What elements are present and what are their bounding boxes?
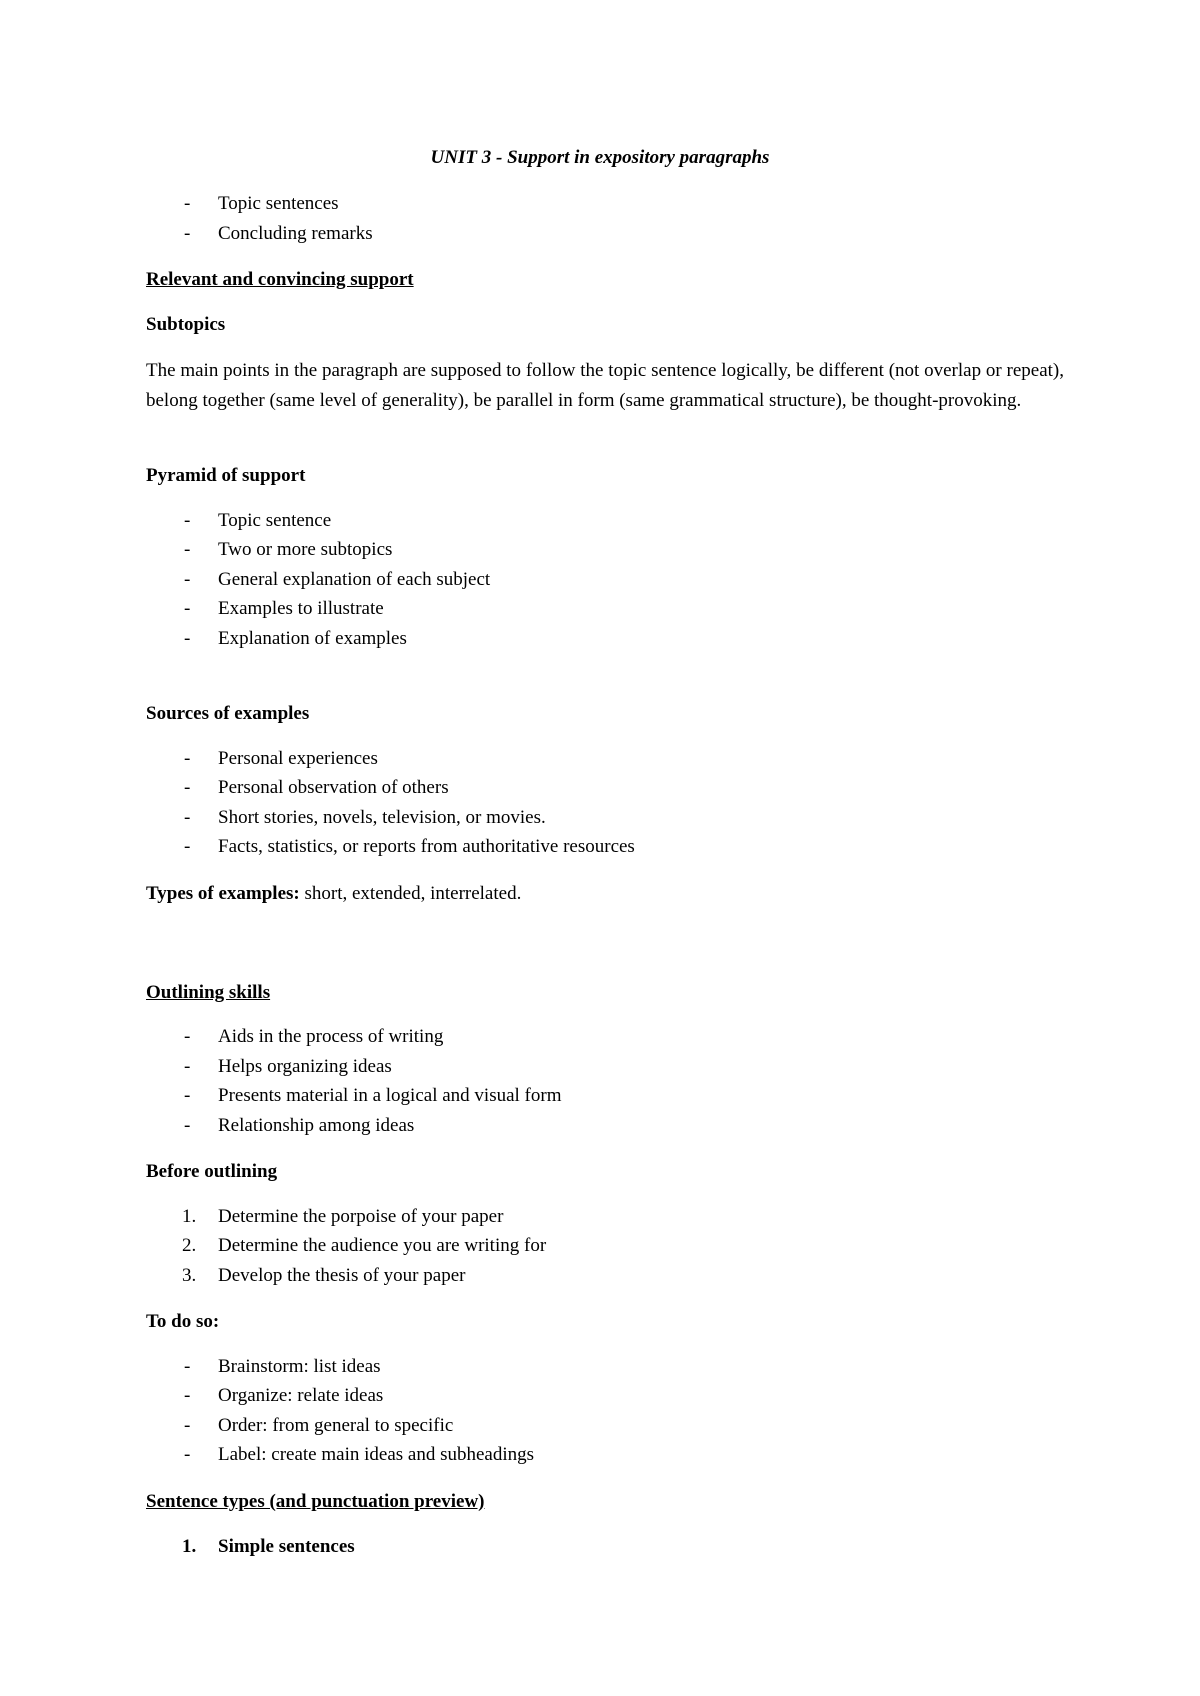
list-item: Examples to illustrate <box>218 598 384 619</box>
list-number: 1. <box>182 1206 197 1227</box>
list-number: 1. <box>182 1536 197 1557</box>
types-of-examples <box>146 882 521 906</box>
list-item: Personal experiences <box>218 748 378 769</box>
list-bullet: - <box>184 807 191 828</box>
list-item: Explanation of examples <box>218 628 407 649</box>
section-heading: Sentence types (and punctuation preview) <box>146 1491 485 1512</box>
list-item: Label: create main ideas and subheadings <box>218 1444 535 1465</box>
subtopics-heading: Subtopics <box>146 314 226 335</box>
list-bullet: - <box>184 628 191 649</box>
list-bullet: - <box>184 223 191 244</box>
list-item: Facts, statistics, or reports from authoritative resources <box>218 836 635 857</box>
before-outlining-heading: Before outlining <box>146 1161 278 1182</box>
list-item: Organize: relate ideas <box>218 1385 384 1406</box>
types-label: Types of examples: <box>146 883 300 904</box>
list-bullet: - <box>184 1415 191 1436</box>
list-bullet: - <box>184 748 191 769</box>
list-bullet: - <box>184 777 191 798</box>
list-bullet: - <box>184 836 191 857</box>
list-bullet: - <box>184 1385 191 1406</box>
list-item: Simple sentences <box>218 1536 355 1557</box>
list-item: Presents material in a logical and visual form <box>218 1085 562 1106</box>
list-item: Aids in the process of writing <box>218 1026 444 1047</box>
list-number: 3. <box>182 1265 197 1286</box>
list-item: Determine the audience you are writing for <box>218 1235 547 1256</box>
pyramid-heading: Pyramid of support <box>146 465 306 486</box>
section-heading: Outlining skills <box>146 982 271 1003</box>
list-bullet: - <box>184 1026 191 1047</box>
list-bullet: - <box>184 193 191 214</box>
list-item: Two or more subtopics <box>218 539 393 560</box>
list-item: Concluding remarks <box>218 223 373 244</box>
section-heading: Relevant and convincing support <box>146 269 414 290</box>
list-item: Short stories, novels, television, or movies. <box>218 807 546 828</box>
types-text: short, extended, interrelated. <box>299 883 522 904</box>
list-item: Determine the porpoise of your paper <box>218 1206 504 1227</box>
subtopics-paragraph: The main points in the paragraph are supposed to follow the topic sentence logically, be different (not overlap or repeat), belong together (same level of generality), be parallel in form (same grammatical structure), be thought-provoking. <box>146 360 1064 411</box>
list-item: Relationship among ideas <box>218 1115 415 1136</box>
to-do-so-heading: To do so: <box>146 1311 220 1332</box>
list-bullet: - <box>184 598 191 619</box>
list-item: Order: from general to specific <box>218 1415 454 1436</box>
list-number: 2. <box>182 1235 197 1256</box>
list-item: Topic sentence <box>218 510 332 531</box>
list-bullet: - <box>184 1444 191 1465</box>
list-bullet: - <box>184 510 191 531</box>
list-bullet: - <box>184 1115 191 1136</box>
list-item: Personal observation of others <box>218 777 449 798</box>
list-bullet: - <box>184 539 191 560</box>
list-bullet: - <box>184 1356 191 1377</box>
list-bullet: - <box>184 569 191 590</box>
list-item: General explanation of each subject <box>218 569 491 590</box>
list-bullet: - <box>184 1085 191 1106</box>
list-item: Brainstorm: list ideas <box>218 1356 381 1377</box>
list-item: Develop the thesis of your paper <box>218 1265 466 1286</box>
sources-heading: Sources of examples <box>146 703 310 724</box>
list-bullet: - <box>184 1056 191 1077</box>
page-title: UNIT 3 - Support in expository paragraphs <box>430 147 770 168</box>
list-item: Topic sentences <box>218 193 339 214</box>
list-item: Helps organizing ideas <box>218 1056 392 1077</box>
